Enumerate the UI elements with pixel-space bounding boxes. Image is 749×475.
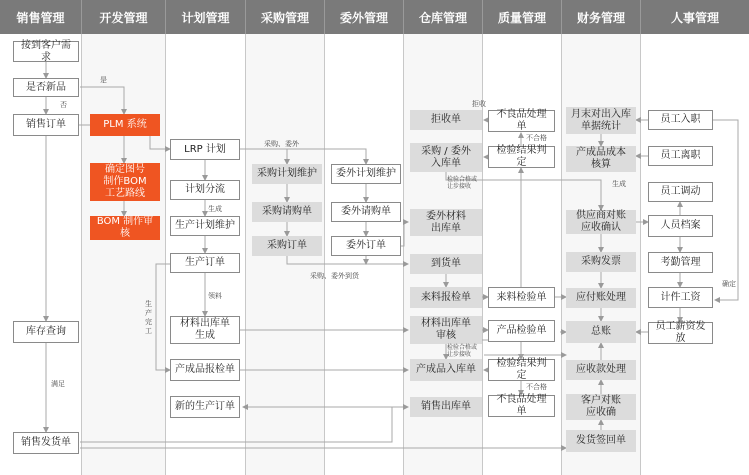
node-finished-goods-inbound[interactable]: 产成品入库单 (410, 359, 482, 381)
node-bom-review[interactable]: BOM 制作审核 (90, 216, 160, 240)
label-unqualified-1: 不合格 (526, 134, 547, 142)
edge-o3-w3 (400, 222, 408, 246)
node-receivable-processing[interactable]: 应收款处理 (566, 360, 636, 380)
label-generate-2: 生成 (612, 180, 626, 188)
label-reject: 拒收 (472, 100, 486, 108)
label-pass-1: 检验合格或 让步接收 (447, 176, 478, 190)
edge-h1-h4 (713, 120, 738, 300)
node-payable-processing[interactable]: 应付账处理 (566, 288, 636, 308)
node-delivery-receipt[interactable]: 发货签回单 (566, 430, 636, 452)
col-header-hr: 人事管理 (641, 0, 749, 34)
node-employee-leave[interactable]: 员工离职 (648, 146, 713, 166)
node-receive-demand[interactable]: 接到客户需求 (13, 41, 79, 62)
node-rejection[interactable]: 拒收单 (410, 110, 482, 130)
node-new-production-order[interactable]: 新的生产订单 (170, 396, 240, 418)
label-purchase-outsource: 采购、委外 (264, 140, 299, 148)
edge-n5-w8 (80, 407, 408, 442)
node-material-issue-gen[interactable]: 材料出库单 生成 (170, 316, 240, 344)
node-plan-split[interactable]: 计划分流 (170, 180, 240, 200)
node-is-new-product[interactable]: 是否新品 (13, 78, 79, 97)
node-employee-onboard[interactable]: 员工入职 (648, 110, 713, 130)
node-confirm-drawing[interactable]: 确定图号 制作BOM 工艺路线 (90, 163, 160, 201)
col-header-outsource: 委外管理 (325, 0, 404, 34)
node-finished-inspection-request[interactable]: 产成品报检单 (170, 359, 240, 381)
col-header-warehouse: 仓库管理 (404, 0, 483, 34)
node-customer-reconcile[interactable]: 客户对账 应收确 (566, 394, 636, 420)
node-product-inspection[interactable]: 产品检验单 (488, 320, 555, 342)
node-purchase-inbound[interactable]: 采购 / 委外 入库单 (410, 143, 482, 172)
edge-p1-c1 (240, 149, 287, 164)
label-no: 否 (60, 101, 67, 109)
node-sales-outbound[interactable]: 销售出库单 (410, 397, 482, 417)
node-outsource-order[interactable]: 委外订单 (331, 236, 401, 256)
node-production-plan[interactable]: 生产计划维护 (170, 216, 240, 236)
label-generate: 生成 (208, 205, 222, 213)
node-personnel-files[interactable]: 人员档案 (648, 215, 713, 237)
label-purchase-outsource-arrival: 采购、委外到货 (310, 272, 359, 280)
node-production-order[interactable]: 生产订单 (170, 253, 240, 273)
col-header-purchase: 采购管理 (246, 0, 325, 34)
node-purchase-requisition[interactable]: 采购请购单 (252, 202, 322, 222)
col-header-plan: 计划管理 (166, 0, 246, 34)
node-inspection-judgement-2[interactable]: 检验结果判定 (488, 359, 555, 381)
label-pick-material: 领料 (208, 292, 222, 300)
node-salary-payment[interactable]: 员工薪资发放 (648, 322, 713, 344)
node-inspection-judgement-1[interactable]: 检验结果判定 (488, 146, 555, 168)
node-arrival[interactable]: 到货单 (410, 254, 482, 274)
node-incoming-inspection[interactable]: 来料检验单 (488, 287, 555, 308)
col-header-quality: 质量管理 (483, 0, 562, 34)
edge-n2-d1 (80, 87, 124, 114)
node-sales-delivery[interactable]: 销售发货单 (13, 432, 79, 454)
label-satisfy: 满足 (51, 380, 65, 388)
node-purchase-invoice[interactable]: 采购发票 (566, 252, 636, 272)
node-outsource-plan[interactable]: 委外计划维护 (331, 164, 401, 184)
node-purchase-plan[interactable]: 采购计划维护 (252, 164, 322, 184)
node-employee-transfer[interactable]: 员工调动 (648, 182, 713, 202)
label-production-complete: 生 产 完 工 (145, 300, 152, 335)
col-header-finance: 财务管理 (562, 0, 641, 34)
label-pass-2: 检验合格或 让步接收 (447, 344, 478, 358)
label-confirm: 确定 (722, 280, 736, 288)
node-defect-handling-2[interactable]: 不良品处理单 (488, 395, 555, 417)
node-material-issue-review[interactable]: 材料出库单 审核 (410, 316, 482, 344)
node-lrp-plan[interactable]: LRP 计划 (170, 139, 240, 160)
label-unqualified-2: 不合格 (526, 383, 547, 391)
node-plm-system[interactable]: PLM 系统 (90, 114, 160, 136)
node-sales-order[interactable]: 销售订单 (13, 114, 79, 136)
node-piece-wage[interactable]: 计件工资 (648, 287, 713, 308)
col-header-dev: 开发管理 (82, 0, 166, 34)
node-inventory-query[interactable]: 库存查询 (13, 321, 79, 343)
node-cost-accounting[interactable]: 产成品成本 核算 (566, 146, 636, 172)
node-supplier-reconcile[interactable]: 供应商对账 应收确认 (566, 210, 636, 234)
node-defect-handling-1[interactable]: 不良品处理单 (488, 110, 555, 132)
node-outsource-material-out[interactable]: 委外材料 出库单 (410, 209, 482, 236)
node-incoming-inspection-request[interactable]: 来料报检单 (410, 287, 482, 308)
node-general-ledger[interactable]: 总账 (566, 321, 636, 343)
node-month-end-stats[interactable]: 月末对出入库 单据统计 (566, 107, 636, 134)
node-attendance[interactable]: 考勤管理 (648, 252, 713, 273)
edge-c3-w4 (287, 256, 408, 264)
node-purchase-order[interactable]: 采购订单 (252, 236, 322, 256)
edge-p4-p6 (156, 264, 170, 370)
edge-p1-o1 (287, 149, 366, 164)
node-outsource-requisition[interactable]: 委外请购单 (331, 202, 401, 222)
label-yes: 是 (100, 76, 107, 84)
col-header-sales: 销售管理 (0, 0, 82, 34)
